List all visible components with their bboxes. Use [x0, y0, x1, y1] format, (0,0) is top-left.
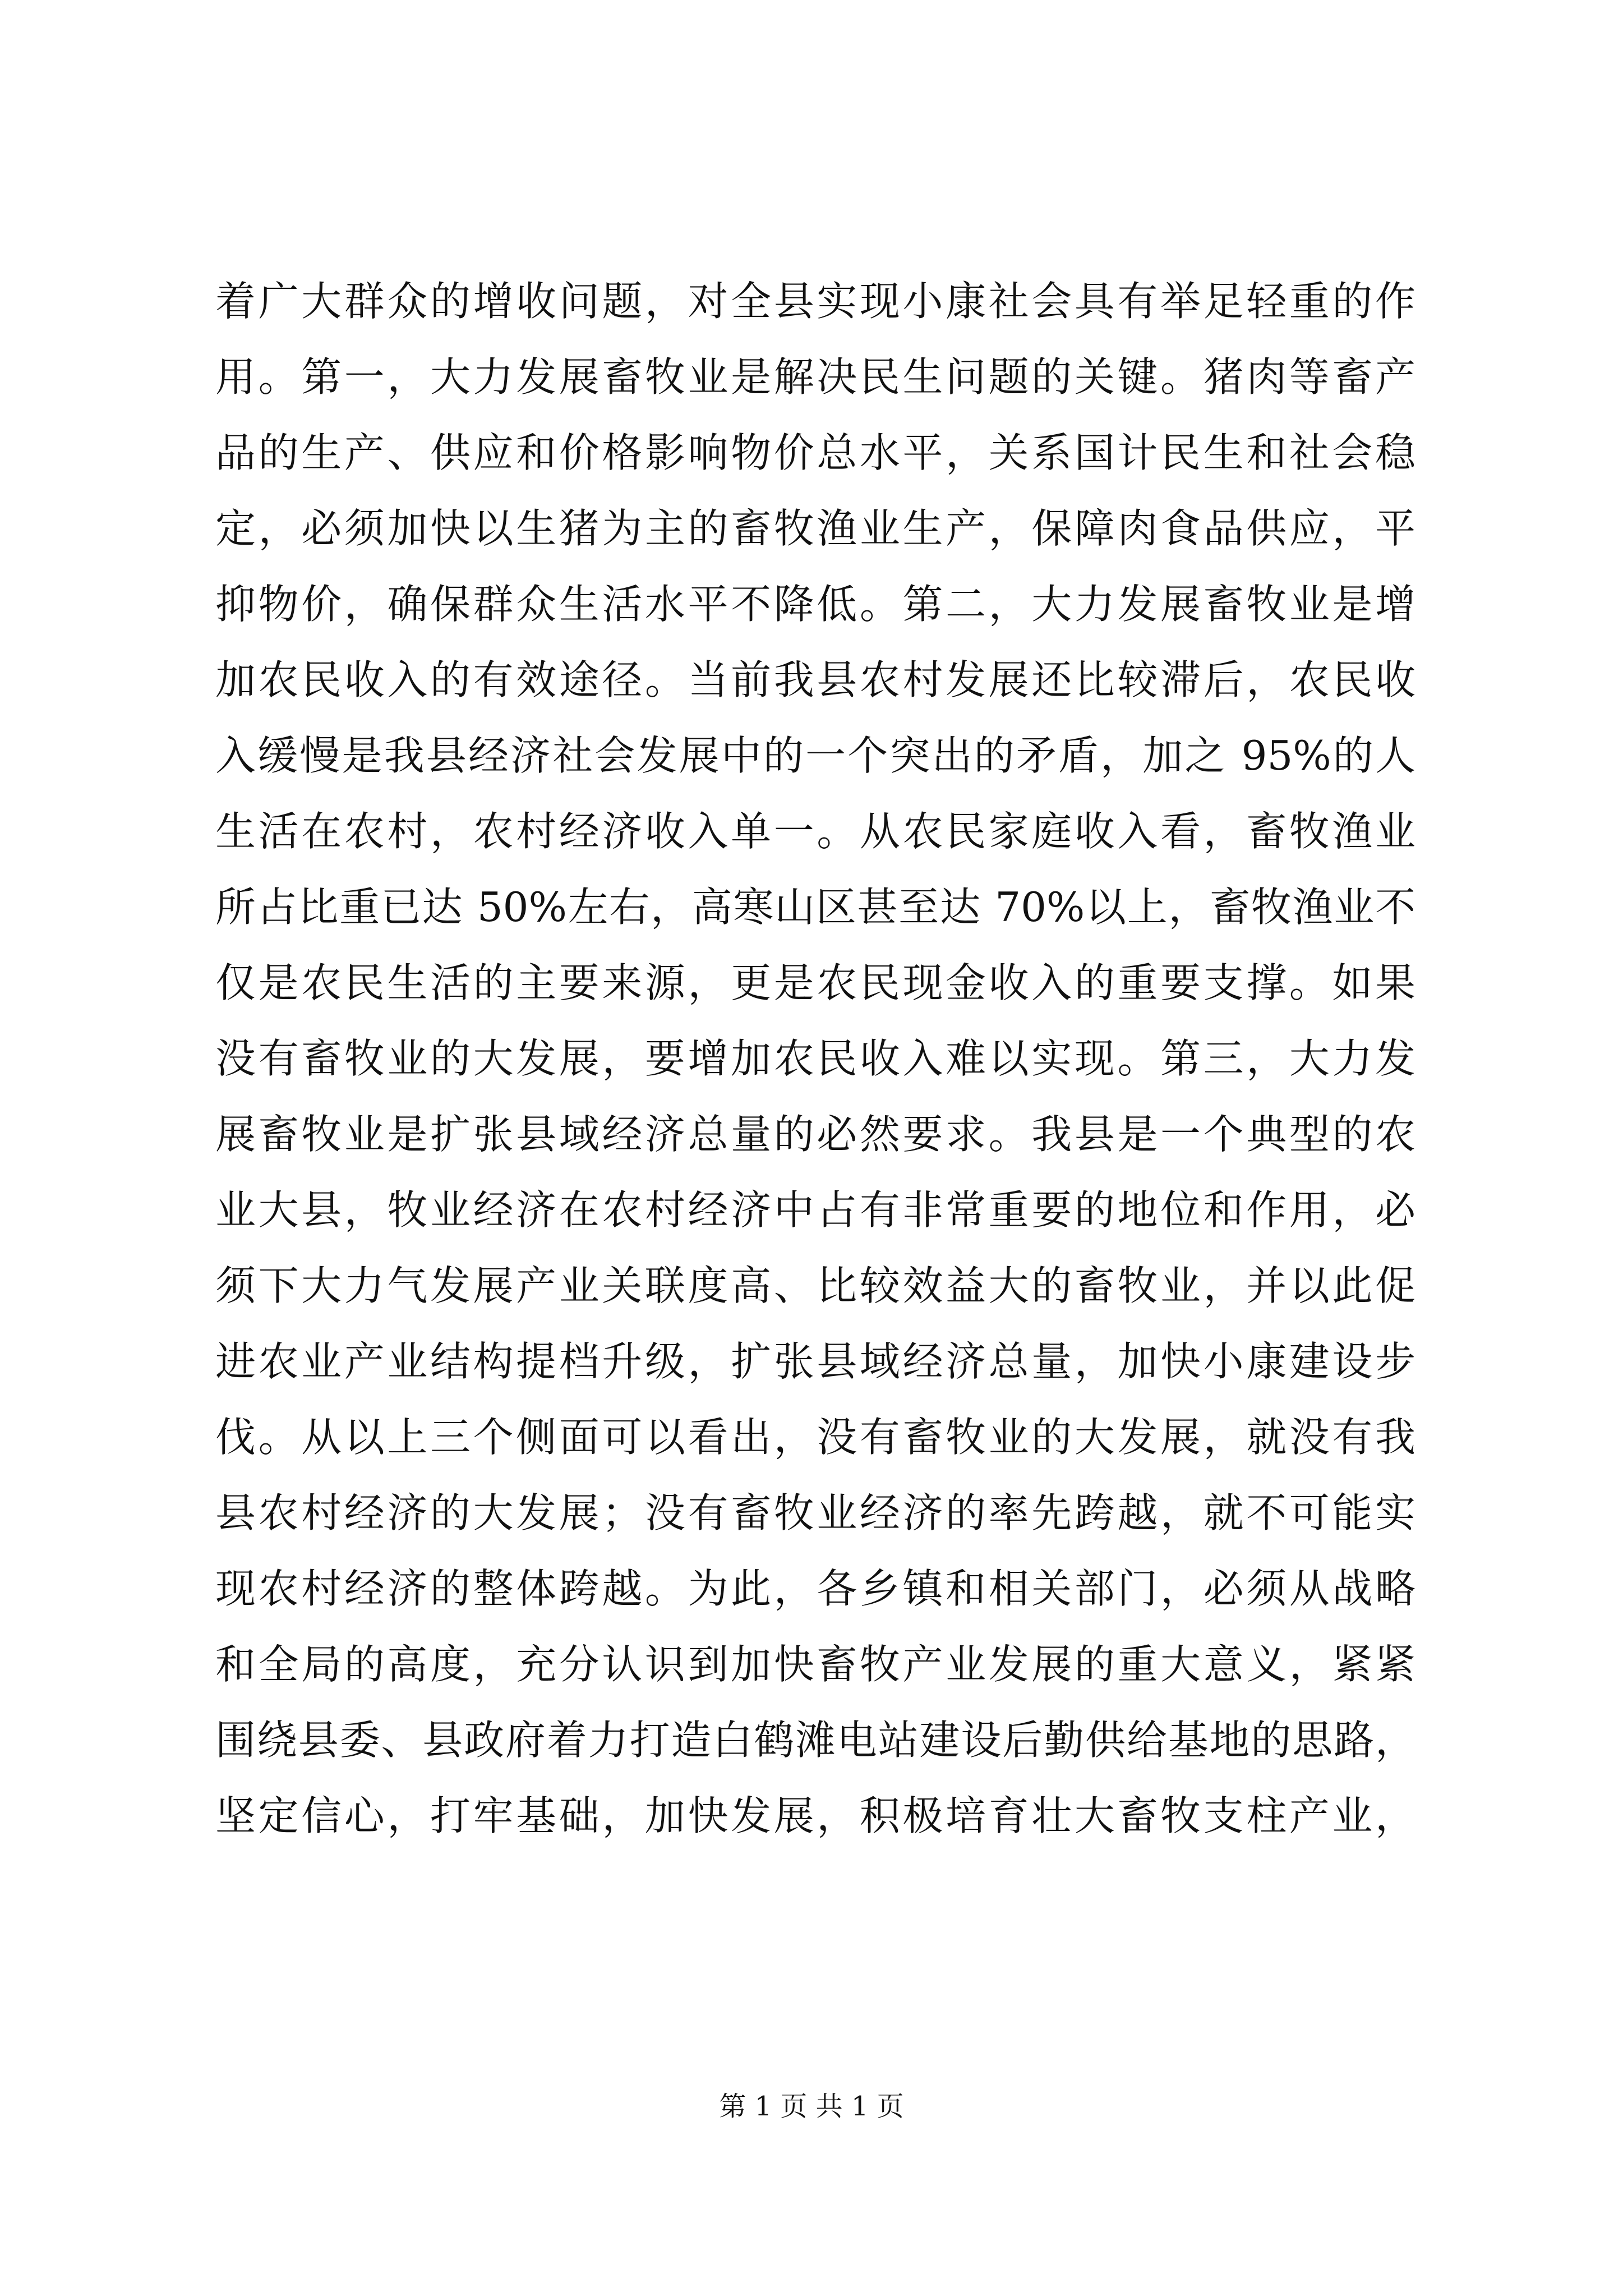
- text-line: 抑物价，确保群众生活水平不降低。第二，大力发展畜牧业是增: [215, 581, 1415, 628]
- text-line: 进农业产业结构提档升级，扩张县域经济总量，加快小康建设步: [215, 1338, 1415, 1385]
- text-line: 入缓慢是我县经济社会发展中的一个突出的矛盾，加之 95%的人: [215, 732, 1415, 779]
- text-line: 县农村经济的大发展；没有畜牧业经济的率先跨越，就不可能实: [215, 1489, 1415, 1536]
- text-line: 坚定信心，打牢基础，加快发展，积极培育壮大畜牧支柱产业，: [215, 1792, 1415, 1839]
- text-line: 加农民收入的有效途径。当前我县农村发展还比较滞后，农民收: [215, 656, 1415, 703]
- body-paragraph: [215, 264, 1415, 1854]
- text-line: 没有畜牧业的大发展，要增加农民收入难以实现。第三，大力发: [215, 1035, 1415, 1082]
- page-number-label: 第 1 页 共 1 页: [719, 2091, 904, 2122]
- text-line: 现农村经济的整体跨越。为此，各乡镇和相关部门，必须从战略: [215, 1565, 1415, 1612]
- text-line: 须下大力气发展产业关联度高、比较效益大的畜牧业，并以此促: [215, 1262, 1415, 1309]
- text-line: 定，必须加快以生猪为主的畜牧渔业生产，保障肉食品供应，平: [215, 505, 1415, 552]
- text-line: 和全局的高度，充分认识到加快畜牧产业发展的重大意义，紧紧: [215, 1641, 1415, 1688]
- text-line: 用。第一，大力发展畜牧业是解决民生问题的关键。猪肉等畜产: [215, 353, 1415, 401]
- text-line: 伐。从以上三个侧面可以看出，没有畜牧业的大发展，就没有我: [215, 1414, 1415, 1461]
- text-line: 着广大群众的增收问题，对全县实现小康社会具有举足轻重的作: [215, 278, 1415, 325]
- text-line: 围绕县委、县政府着力打造白鹤滩电站建设后勤供给基地的思路，: [215, 1717, 1415, 1764]
- text-line: 品的生产、供应和价格影响物价总水平，关系国计民生和社会稳: [215, 429, 1415, 476]
- text-line: 业大县，牧业经济在农村经济中占有非常重要的地位和作用，必: [215, 1186, 1415, 1234]
- text-line: 展畜牧业是扩张县域经济总量的必然要求。我县是一个典型的农: [215, 1111, 1415, 1158]
- text-line: 仅是农民生活的主要来源，更是农民现金收入的重要支撑。如果: [215, 959, 1415, 1006]
- text-line: 生活在农村，农村经济收入单一。从农民家庭收入看，畜牧渔业: [215, 808, 1415, 855]
- text-line: 所占比重已达 50%左右，高寒山区甚至达 70%以上，畜牧渔业不: [215, 884, 1415, 931]
- page-footer: [0, 2090, 1623, 2123]
